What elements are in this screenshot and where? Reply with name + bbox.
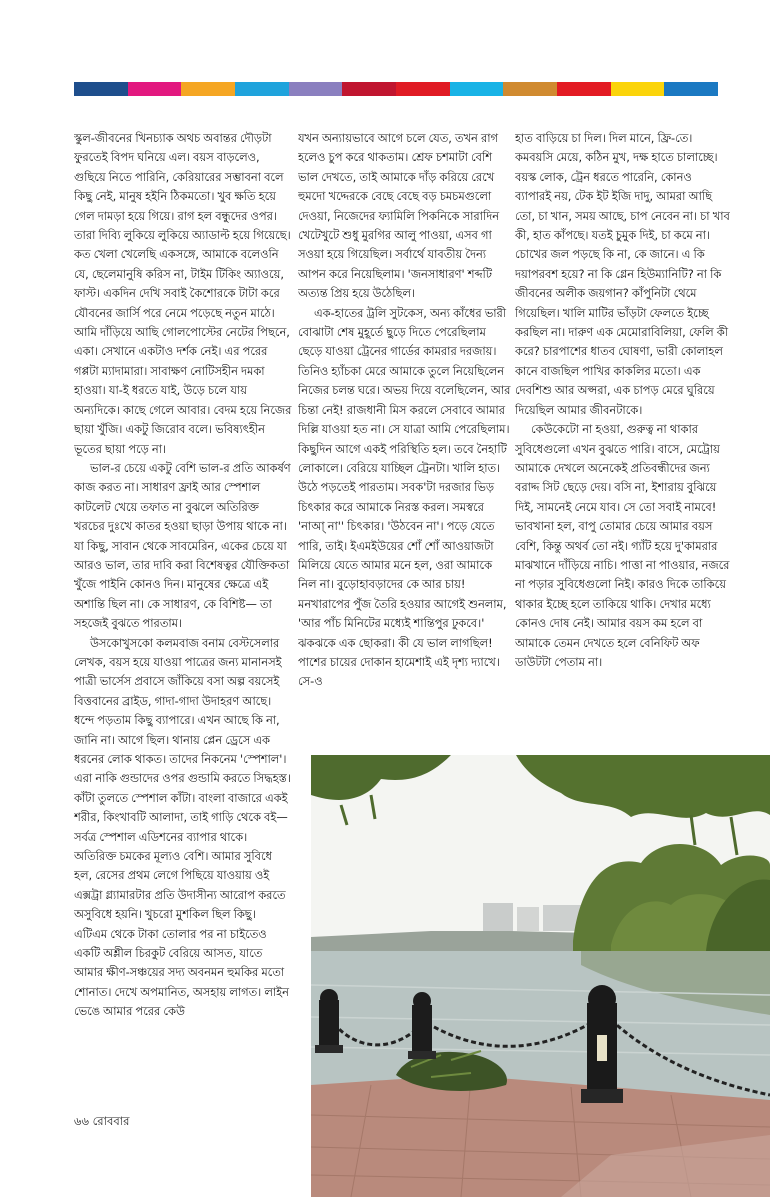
color-block — [128, 82, 182, 96]
paragraph: কেউকেটো না হওয়া, গুরুত্ব না থাকার সুবিধেগুলো এখন বুঝতে পারি। বাসে, মেট্রোয় আমাকে দেখলে অনেকেই প্রতিবন্ধীদের জন্য বরাদ্দ সিট ছেড়ে দেয়। বসি না, ইশারায় বুঝিয়ে দিই, সামনেই নেমে যাব। সে তো সবাই নামবে! ভাবখানা হল, বাপু তোমার চেয়ে আমার বয়স বেশি, কিন্তু অথর্ব তো নই। গ্যাঁট হয়ে দু'কামরার মাঝখানে দাঁড়িয়ে নাচি। পাত্তা না পাওয়ার, নজরে না পড়ার সুবিধেগুলো নিই। কারও দিকে তাকিয়ে থাকার ইচ্ছে হলে তাকিয়ে থাকি। দেখার মধ্যে কোনও দোষ নেই। আমার বয়স কম হলে বা আমাকে তেমন দেখতে হলে বেনিফিট অফ ডাউটটা পেতাম না। — [515, 422, 730, 669]
color-block — [664, 82, 718, 96]
color-block — [450, 82, 504, 96]
color-block — [235, 82, 289, 96]
article-column-3 — [515, 129, 730, 709]
color-block — [557, 82, 611, 96]
color-block — [181, 82, 235, 96]
article-column-2 — [298, 129, 512, 709]
paragraph: হাত বাড়িয়ে চা দিল। দিল মানে, ফ্রি-তে। কমবয়সি মেয়ে, কঠিন মুখ, দক্ষ হাতে চালাচ্ছে। বয়স্ক লোক, ট্রেন ধরতে পারেনি, কোনও ব্যাপারই নয়, টেক ইট ইজি দাদু, আমরা আছি তো, চা খান, সময় আছে, চাপ নেবেন না। চা খাব কী, হাত কাঁপছে। যতই চুমুক দিই, চা কমে না। চোখের জল পড়ছে কি না, কে জানে। এ কি দয়াপরবশ হয়ে? না কি গ্লেন হিউম্যানিটি? না কি জীবনের অলীক জয়গান? কাঁপুনিটা থেমে গিয়েছিল। খালি মাটির ভাঁড়টা ফেলতে ইচ্ছে করছিল না। দারুণ এক মেমোরাবিলিয়া, ফেলি কী করে? চারপাশের ধাতব ঘোষণা, ভারী কোলাহল কানে বাজছিল পাখির কাকলির মতো। এক দেবশিশু আর অপ্সরা, এক চাপড় মেরে ঘুরিয়ে দিয়েছিল আমার জীবনটাকে। — [515, 131, 730, 417]
color-block — [289, 82, 343, 96]
article-column-1 — [74, 129, 292, 1099]
header-color-strip — [74, 82, 718, 96]
lake-photo-illustration — [311, 755, 770, 1197]
paragraph: স্কুল-জীবনের খিনচ্যাক অথচ অবান্তর দৌড়টা ফুরতেই বিপদ ঘনিয়ে এল। বয়স বাড়লেও, গুছিয়ে নিতে পারিনি, কেরিয়ারের সম্ভাবনা বলে কিছু নেই, মানুষ হইনি ঠিকমতো। খুব ক্ষতি হয়ে গেল দামড়া হয়ে গিয়ে। রাগ হল বন্ধুদের ওপর। তারা দিব্যি লুকিয়ে লুকিয়ে অ্যাডাল্ট হয়ে গিয়েছে। কত খেলা খেলেছি একসঙ্গে, আমাকে বলেওনি যে, ছেলেমানুষি করিস না, টাইম টিকিং অ্যাওয়ে, ফাস্ট। একদিন দেখি সবাই কৈশোরকে টাটা করে যৌবনের জার্সি পরে নেমে পড়েছে নতুন মাঠে। আমি দাঁড়িয়ে আছি গোলপোস্টের নেটের পিছনে, একা। সেখানে একটাও দর্শক নেই। এর পরের গপ্পটা ম্যাদামারা। সাবাক্ষণ নোটিসহীন দমকা হাওয়া। যা-ই ধরতে যাই, উড়ে চলে যায় অন্যদিকে। কাছে গেলে আবার। বেদম হয়ে নিজের ছায়া খুঁজি। একটু জিরোব বলে। ভবিষ্যৎহীন ভূতের ছায়া পড়ে না। — [74, 131, 292, 456]
page-number: ৬৬ — [74, 1114, 89, 1128]
section-name: রোববার — [92, 1114, 130, 1128]
color-block — [74, 82, 128, 96]
paragraph: ভাল-র চেয়ে একটু বেশি ভাল-র প্রতি আকর্ষণ কাজ করত না। সাধারণ ফ্রাই আর স্পেশাল কাটলেট খেয়ে তফাত না বুঝলে অতিরিক্ত খরচের দুঃখে কাতর হওয়া ছাড়া উপায় থাকে না। যা কিছু, সাবান থেকে সাবমেরিন, একের চেয়ে যা আরও ভাল, তার দাবি করা বিশেষত্বর যৌক্তিকতা খুঁজে পাইনি কোনও দিন। মানুষের ক্ষেত্রে এই অশান্তি ছিল না। কে সাধারণ, কে বিশিষ্ট— তা সহজেই বুঝতে পারতাম। — [74, 460, 291, 631]
page-folio — [74, 1113, 129, 1132]
lake-photo — [311, 755, 770, 1197]
paragraph: এক-হাতের ট্রলি সুটকেস, অন্য কাঁধের ভারী বোঝাটা শেষ মুহূর্তে ছুড়ে দিতে পেরেছিলাম ছেড়ে যাওয়া ট্রেনের গার্ডের কামরার দরজায়। তিনিও হ্যাঁচকা মেরে আমাকে তুলে নিয়েছিলেন নিজের চলন্ত ঘরে। অভয় দিয়ে বলেছিলেন, আর চিন্তা নেই! রাজধানী মিস করলে সেবাবে আমার দিল্লি যাওয়া হত না। সে যাত্রা আমি পেরেছিলাম। কিছুদিন আগে একই পরিস্থিতি হল। তবে নৈহাটি লোকালে। বেরিয়ে যাচ্ছিল ট্রেনটা। খালি হাত। উঠে পড়তেই পারতাম। সবক'টা দরজার ভিড় চিৎকার করে আমাকে নিরস্ত করল। সমস্বরে 'নাআ্‌ না'' চিৎকার। 'উঠবেন না'। পড়ে যেতে পারি, তাই। ইএমইউয়ের শোঁ শোঁ আওয়াজটা মিলিয়ে যেতে আমার মনে হল, ওরা আমাকে নিল না। বুড়োহাবড়াদের কে আর চায়! মনখারাপের পুঁজ তৈরি হওয়ার আগেই শুনলাম, 'আর পাঁচ মিনিটের মধ্যেই শান্তিপুর ঢুকবে।' ঝকঝকে এক ছোকরা। কী যে ভাল লাগছিল! পাশের চায়ের দোকান হামেশাই এই দৃশ্য দ্যাখে। সে-ও — [298, 305, 511, 689]
color-block — [611, 82, 665, 96]
color-block — [503, 82, 557, 96]
distant-building — [483, 903, 513, 933]
paragraph: উসকোখুসকো কলমবাজ বনাম বেস্টসেলার লেখক, বয়স হয়ে যাওয়া পাত্রের জন্য মানানসই পাত্রী ভার্সেস প্রবাসে জাঁকিয়ে বসা অল্প বয়সেই বিত্তবানের ব্রাইড, গাদা-গাদা উদাহরণ আছে। ধন্দে পড়তাম কিছু ব্যাপারে। এখন আছে কি না, জানি না। আগে ছিল। থানায় প্লেন ড্রেসে এক ধরনের লোক থাকত। তাদের নিকনেম 'স্পেশাল'। এরা নাকি গুন্ডাদের ওপর গুন্ডামি করতে সিদ্ধহস্ত। কাঁটা তুলতে স্পেশাল কাঁটা। বাংলা বাজারে একই শরীর, কিংখাবটি আলাদা, তাই গাড়ি থেকে বই— সর্বত্র স্পেশাল এডিশনের ব্যাপার থাকে। অতিরিক্ত চমকের মূল্যও বেশি। আমার সুবিধে হল, রেসের প্রথম লেগে পিছিয়ে যাওয়ায় ওই এক্সট্রা গ্ল্যামারটার প্রতি উদাসীন্য আরোপ করতে অসুবিধে হয়নি। খুচরো মুশকিল ছিল কিছু। এটিএম থেকে টাকা তোলার পর না চাইতেও একটি অশ্লীল চিরকুট বেরিয়ে আসত, যাতে আমার ক্ষীণ-সঞ্চয়ের সদ্য অবনমন হুমকির মতো শোনাত। দেখে অপমানিত, অসহায় লাগত। লাইন ভেঙে আমার পরের কেউ — [74, 635, 291, 1019]
color-block — [396, 82, 450, 96]
color-block — [342, 82, 396, 96]
distant-building — [517, 907, 539, 931]
paragraph: যখন অন্যায়ভাবে আগে চলে যেত, তখন রাগ হলেও চুপ করে থাকতাম। শ্রেফ চশমাটা বেশি ভাল দেখতে, তাই আমাকে দাঁড় করিয়ে রেখে হুমদো খদ্দেরকে বেছে বেছে বড় চমচমগুলো দেওয়া, নিজেদের ফ্যামিলি পিকনিকে সারাদিন খেটেখুটে শুধু মুরগির আলু পাওয়া, এসব গা সওয়া হয়ে গিয়েছিল। সর্বার্থে যাবতীয় দৈন্য আপন করে নিয়েছিলাম। 'জনসাধারণ' শব্দটি অত্যন্ত প্রিয় হয়ে উঠেছিল। — [298, 131, 500, 301]
